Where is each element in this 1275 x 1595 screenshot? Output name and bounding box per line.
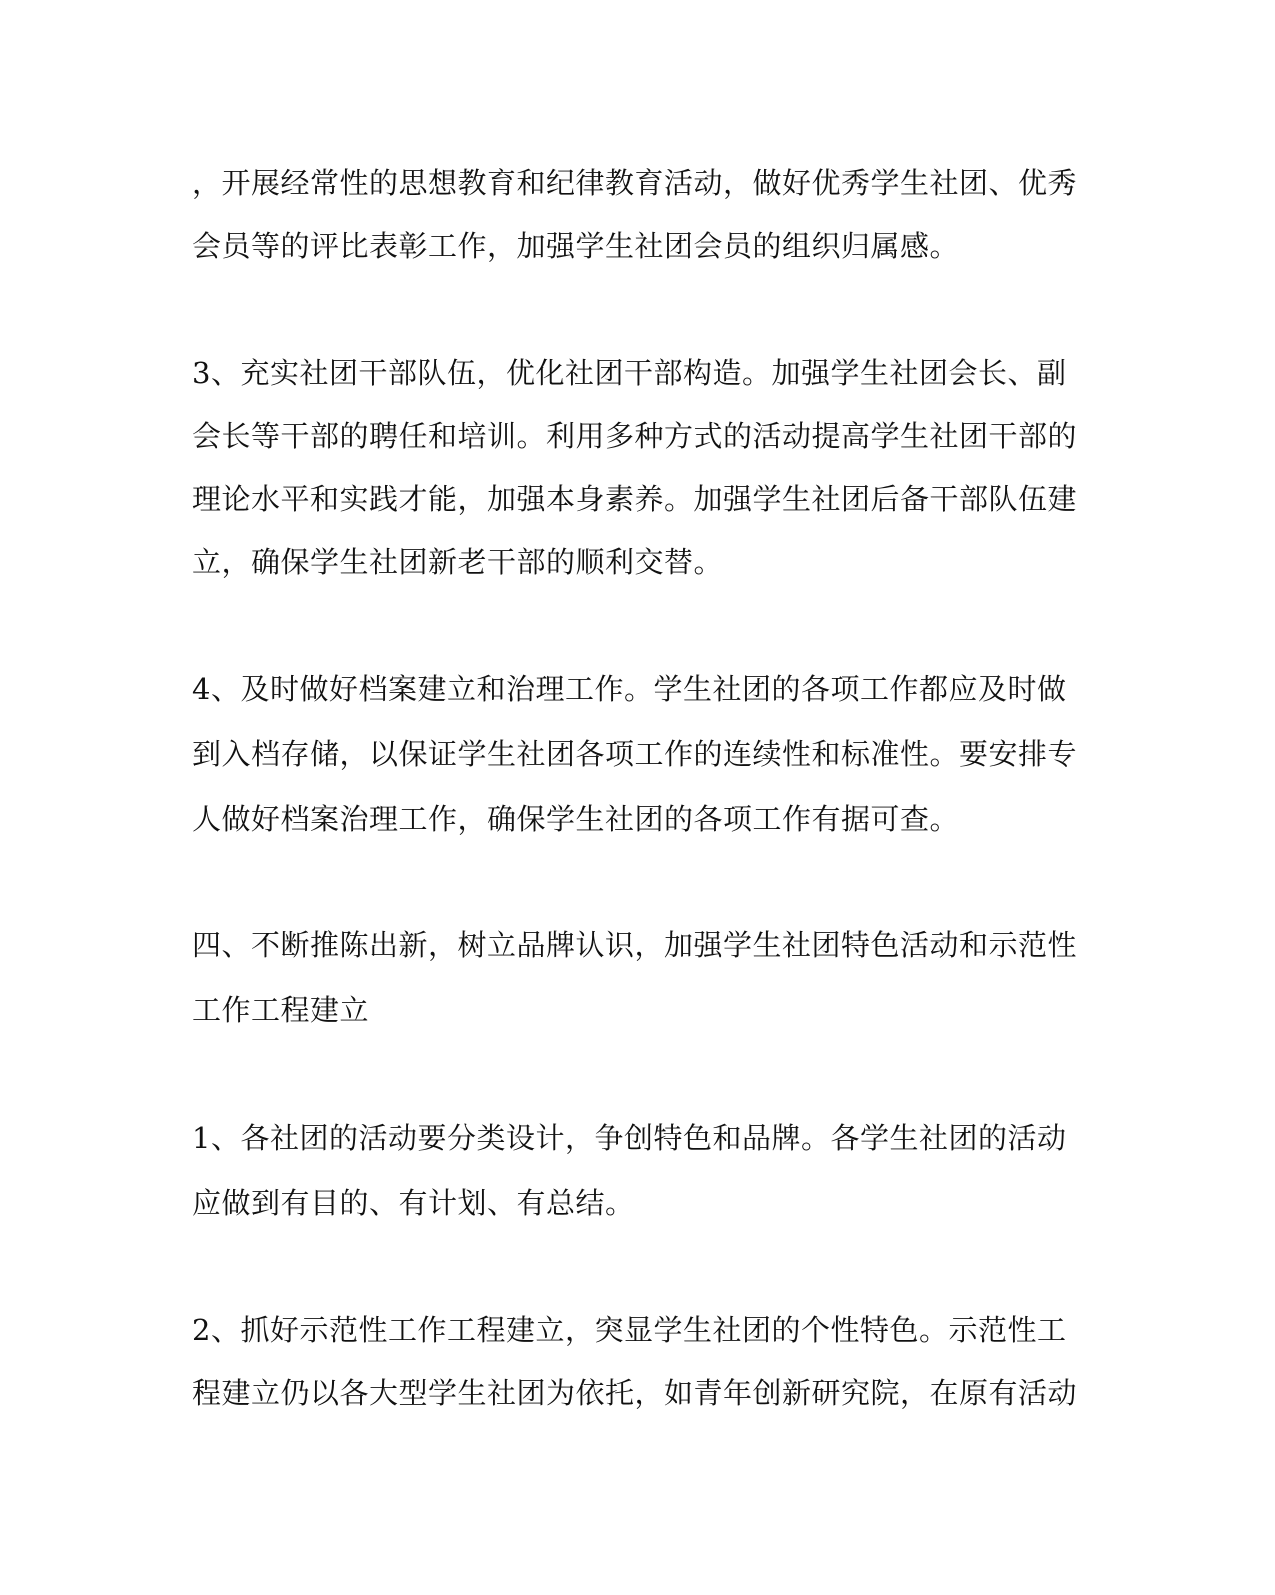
paragraph-line: ，开展经常性的思想教育和纪律教育活动，做好优秀学生社团、优秀 xyxy=(192,166,1078,200)
paragraph-line: 会员等的评比表彰工作，加强学生社团会员的组织归属感。 xyxy=(192,229,960,263)
paragraph-line: 人做好档案治理工作，确保学生社团的各项工作有据可查。 xyxy=(192,802,960,836)
paragraph-line: 1、各社团的活动要分类设计，争创特色和品牌。各学生社团的活动 xyxy=(192,1121,1067,1155)
section-heading-line: 四、不断推陈出新，树立品牌认识，加强学生社团特色活动和示范性 xyxy=(192,928,1078,962)
paragraph-line: 立，确保学生社团新老干部的顺利交替。 xyxy=(192,545,724,579)
section-heading-line: 工作工程建立 xyxy=(192,993,370,1027)
paragraph-line: 理论水平和实践才能，加强本身素养。加强学生社团后备干部队伍建 xyxy=(192,482,1078,516)
paragraph-line: 应做到有目的、有计划、有总结。 xyxy=(192,1186,635,1220)
paragraph-line: 4、及时做好档案建立和治理工作。学生社团的各项工作都应及时做 xyxy=(192,672,1067,706)
paragraph-line: 会长等干部的聘任和培训。利用多种方式的活动提高学生社团干部的 xyxy=(192,419,1078,453)
paragraph-line: 2、抓好示范性工作工程建立，突显学生社团的个性特色。示范性工 xyxy=(192,1313,1067,1347)
paragraph-line: 3、充实社团干部队伍，优化社团干部构造。加强学生社团会长、副 xyxy=(192,356,1067,390)
paragraph-line: 程建立仍以各大型学生社团为依托，如青年创新研究院，在原有活动 xyxy=(192,1376,1078,1410)
paragraph-line: 到入档存储，以保证学生社团各项工作的连续性和标准性。要安排专 xyxy=(192,737,1078,771)
